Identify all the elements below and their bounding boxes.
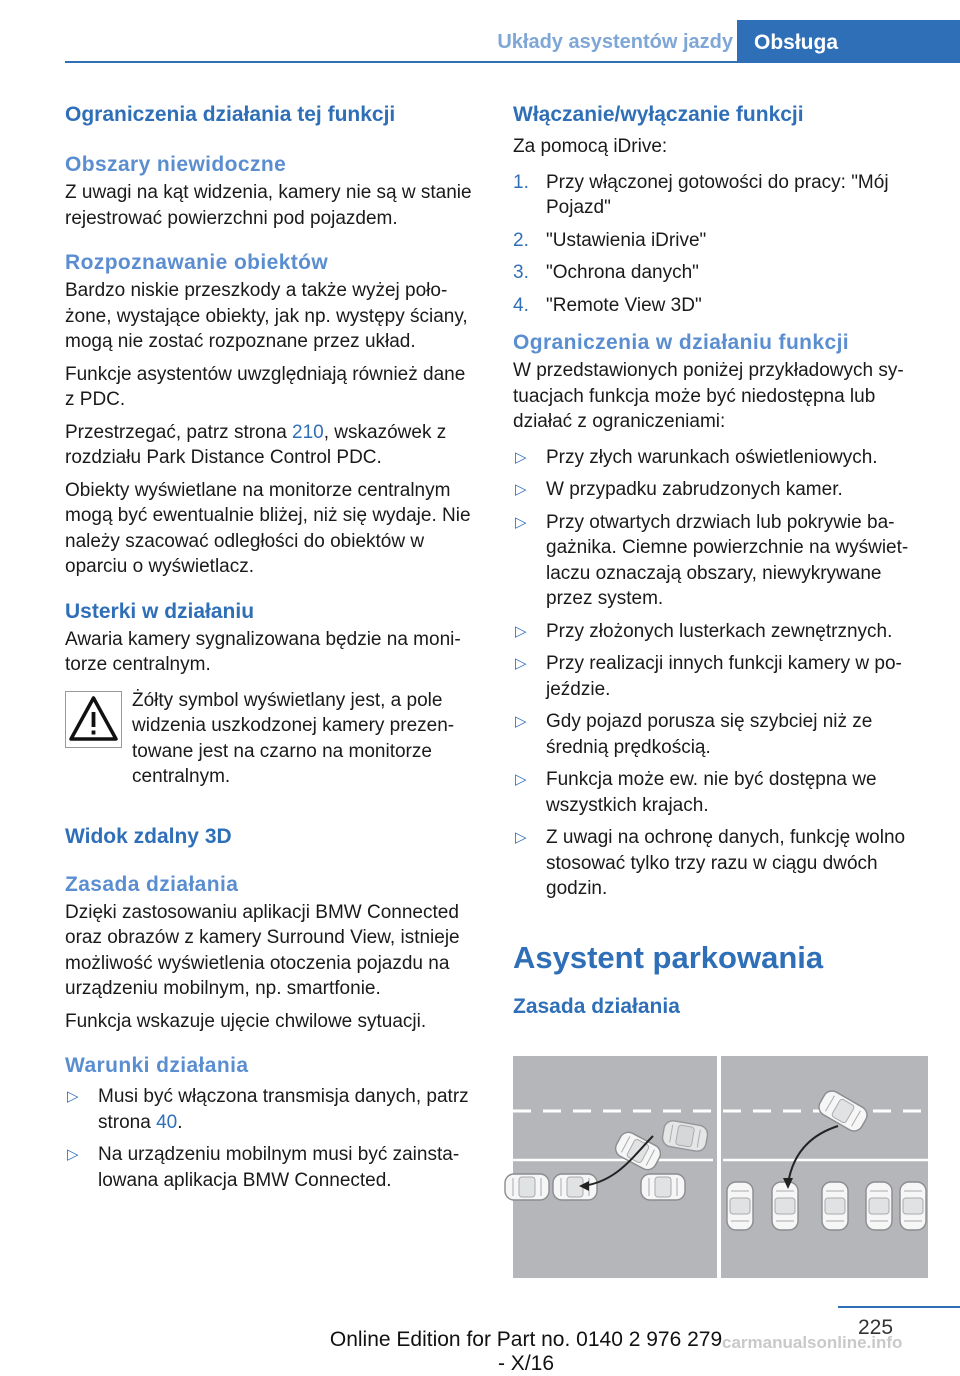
list-item xyxy=(513,510,927,612)
text-rozpoznawanie-1: Bardzo niskie przeszkody a także wyżej położone, wystające obiekty, jak np. występy ściany, mogą nie zostać rozpoznane przez układ. xyxy=(65,280,468,352)
step-number: 3. xyxy=(513,262,529,283)
list-item-text: Gdy pojazd porusza się szybciej niż ze średnią prędkością. xyxy=(546,711,873,758)
list-item xyxy=(513,825,927,902)
warning-triangle-icon xyxy=(65,691,122,748)
ograniczenia-list xyxy=(513,445,927,902)
bullet-triangle-icon: ▷ xyxy=(515,622,527,640)
list-item-text: Przy złych warunkach oświetleniowych. xyxy=(546,446,878,468)
step-item xyxy=(513,260,927,286)
text-wlaczanie-intro: Za pomocą iDrive: xyxy=(513,136,668,157)
right-column xyxy=(513,100,927,1022)
bullet-triangle-icon: ▷ xyxy=(67,1146,79,1163)
footer-edition: Online Edition for Part no. 0140 2 976 279 - X/16 xyxy=(329,1328,723,1375)
steps-list xyxy=(513,170,927,319)
list-item-text: Funkcja może ew. nie być dostępna we wszystkich krajach. xyxy=(546,769,877,816)
heading-obszary: Obszary niewidoczne xyxy=(65,153,287,176)
text-ograniczenia-intro: W przedstawionych poniżej przykładowych sytuacjach funkcja może być niedostępna lub działać z ograniczeniami: xyxy=(513,360,904,432)
heading-warunki: Warunki działania xyxy=(65,1054,249,1077)
bullet-triangle-icon: ▷ xyxy=(515,513,527,531)
list-item xyxy=(513,477,927,503)
footer-rule xyxy=(838,1306,960,1308)
bullet-triangle-icon: ▷ xyxy=(515,448,527,466)
heading-zasada: Zasada działania xyxy=(65,872,239,896)
bullet-triangle-icon: ▷ xyxy=(515,771,527,788)
step-number: 4. xyxy=(513,294,529,316)
heading-wlaczanie: Włączanie/wyłączanie funkcji xyxy=(513,103,804,126)
list-item xyxy=(513,767,927,818)
list-item xyxy=(513,445,927,471)
heading-asystent-parkowania: Asystent parkowania xyxy=(513,939,824,975)
list-item xyxy=(65,1084,479,1135)
header-tab: Obsługa xyxy=(737,20,960,63)
list-item xyxy=(513,651,927,702)
page-link-210[interactable]: 210 xyxy=(292,421,324,443)
warunki-list xyxy=(65,1084,479,1193)
text-obszary: Z uwagi na kąt widzenia, kamery nie są w stanie rejestrować powierzchni pod pojazdem. xyxy=(65,182,472,229)
left-column xyxy=(65,100,479,1200)
parking-illustration xyxy=(513,1056,928,1278)
list-item-text: Przy otwartych drzwiach lub pokrywie bagażnika. Ciemne powierzchnie na wyświetlaczu oznaczają obszary, niewykrywane przez system. xyxy=(546,511,909,609)
step-text: "Ustawienia iDrive" xyxy=(546,229,707,251)
list-item-text: Z uwagi na ochronę danych, funkcję wolno stosować tylko trzy razu w ciągu dwóch godzin. xyxy=(546,827,906,899)
bullet-triangle-icon: ▷ xyxy=(515,713,527,730)
text-zasada-1: Dzięki zastosowaniu aplikacji BMW Connected oraz obrazów z kamery Surround View, istnieje możliwość wyświetlenia otoczenia pojazdu na urządzeniu mobilnym, np. smartfonie. xyxy=(65,901,460,999)
list-item-text: Przy realizacji innych funkcji kamery w pojeździe. xyxy=(546,653,902,700)
text-rozpoznawanie-2: Funkcje asystentów uwzględniają również dane z PDC. xyxy=(65,363,466,410)
text-rozpoznawanie-3 xyxy=(65,420,479,471)
bullet-triangle-icon: ▷ xyxy=(515,829,527,846)
list-item xyxy=(65,1142,479,1193)
list-item xyxy=(513,709,927,760)
warning-text: Żółty symbol wyświetlany jest, a pole widzenia uszkodzonej kamery prezentowane jest na czarno na monitorze centralnym. xyxy=(132,689,455,787)
list-item-text: Przy złożonych lusterkach zewnętrznych. xyxy=(546,620,893,642)
list-item-text: W przypadku zabrudzonych kamer. xyxy=(546,479,843,500)
list-item xyxy=(513,619,927,645)
step-number: 2. xyxy=(513,229,529,251)
bullet-triangle-icon: ▷ xyxy=(515,481,527,498)
list-item-text: . xyxy=(177,1111,183,1133)
step-number: 1. xyxy=(513,171,529,193)
heading-zasada-dzialania-2: Zasada działania xyxy=(513,994,680,1018)
bullet-triangle-icon: ▷ xyxy=(515,655,527,672)
text-rozpoznawanie-4: Obiekty wyświetlane na monitorze centralnym mogą być ewentualnie bliżej, niż się wydaje. Nie należy szacować odległości do obiektów w oparciu o wyświetlacz. xyxy=(65,479,471,577)
header-section-title: Układy asystentów jazdy xyxy=(497,31,733,53)
text-zasada-2: Funkcja wskazuje ujęcie chwilowe sytuacji. xyxy=(65,1010,427,1032)
bullet-triangle-icon: ▷ xyxy=(67,1088,79,1105)
page-link-40[interactable]: 40 xyxy=(156,1111,178,1133)
step-text: "Ochrona danych" xyxy=(546,262,699,283)
heading-rozpoznawanie: Rozpoznawanie obiektów xyxy=(65,251,329,274)
list-item-text: Musi być włączona transmisja danych, patrz strona xyxy=(98,1086,469,1133)
heading-widok-zdalny: Widok zdalny 3D xyxy=(65,824,232,848)
step-item xyxy=(513,170,927,221)
watermark: carmanualsonline.info xyxy=(722,1333,903,1352)
list-item-text: Na urządzeniu mobilnym musi być zainstalowana aplikacja BMW Connected. xyxy=(98,1144,460,1191)
heading-ograniczenia-funkcji: Ograniczenia w działaniu funkcji xyxy=(513,331,850,354)
heading-usterki: Usterki w działaniu xyxy=(65,599,255,623)
heading-ograniczenia: Ograniczenia działania tej funkcji xyxy=(65,103,396,126)
step-text: Przy włączonej gotowości do pracy: "Mój Pojazd" xyxy=(546,171,889,218)
header-rule xyxy=(65,61,960,63)
text-fragment: Przestrzegać, patrz strona xyxy=(65,421,293,443)
step-item xyxy=(513,228,927,254)
warning-note xyxy=(65,688,479,790)
text-fragment: , wskazówek z rozdziału Park Distance Control PDC. xyxy=(65,421,447,468)
page-number: 225 xyxy=(858,1316,894,1339)
step-item xyxy=(513,293,927,319)
step-text: "Remote View 3D" xyxy=(546,294,702,316)
text-usterki: Awaria kamery sygnalizowana będzie na monitorze centralnym. xyxy=(65,628,461,675)
